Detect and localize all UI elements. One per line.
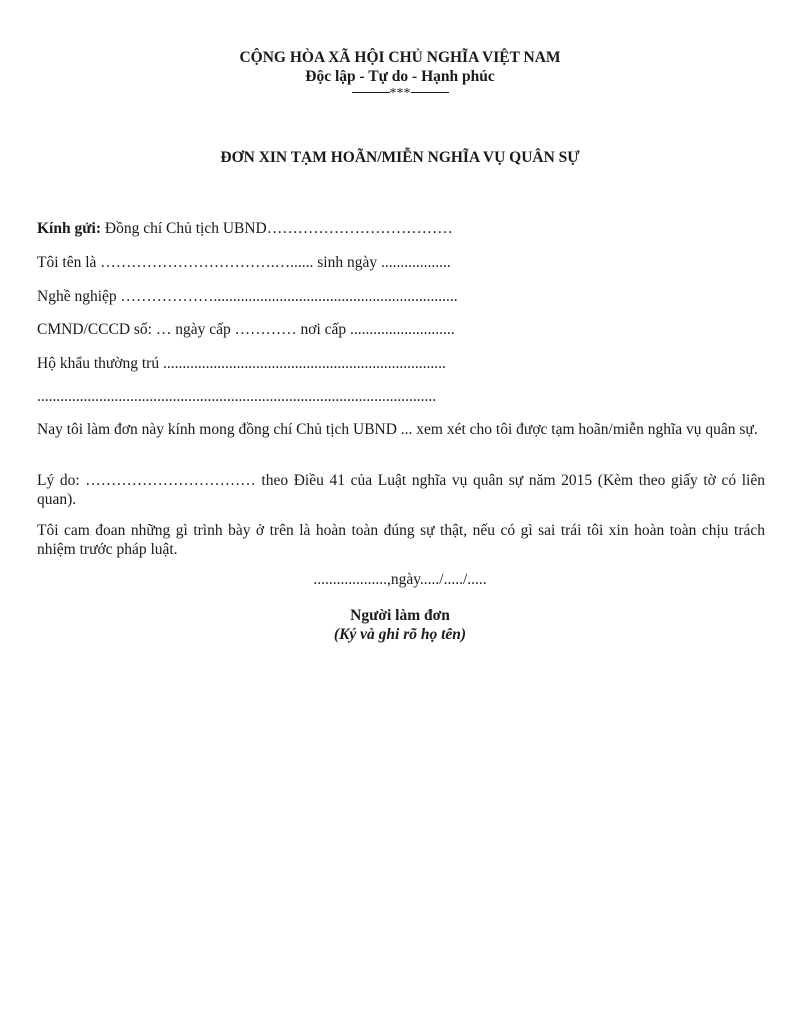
divider-rule-right [411, 92, 449, 93]
occupation-field: Nghề nghiệp ………………............................................................... [37, 288, 458, 305]
nation-name: CỘNG HÒA XÃ HỘI CHỦ NGHĨA VIỆT NAM [239, 49, 561, 66]
header-divider [0, 87, 800, 101]
recipient-value: Đồng chí Chủ tịch UBND……………………………… [101, 220, 453, 237]
recipient-label: Kính gửi: [37, 220, 101, 237]
divider-rule-left [352, 92, 390, 93]
national-header [0, 48, 800, 101]
id-card-field: CMND/CCCD số: … ngày cấp ………… nơi cấp ........................... [37, 321, 455, 338]
extra-blank-line: ....................................................................................................... [37, 388, 437, 405]
signer-title: Người làm đơn [350, 607, 450, 624]
signer-note: (Ký và ghi rõ họ tên) [333, 626, 467, 643]
residence-field: Hộ khẩu thường trú ......................................................................... [37, 355, 446, 372]
divider-mark: *** [389, 86, 411, 101]
document-title: ĐƠN XIN TẠM HOÃN/MIỄN NGHĨA VỤ QUÂN SỰ [220, 149, 580, 166]
request-paragraph: Nay tôi làm đơn này kính mong đồng chí Chủ tịch UBND ... xem xét cho tôi được tạm hoãn/miễn nghĩa vụ quân sự. [37, 421, 758, 438]
name-field: Tôi tên là …………………………….…...... sinh ngày .................. [37, 254, 451, 271]
signature-block [0, 606, 800, 644]
reason-paragraph: Lý do: …………………………… theo Điều 41 của Luật nghĩa vụ quân sự năm 2015 (Kèm theo giấy tờ có liên quan). [37, 472, 765, 508]
recipient-line [37, 219, 765, 238]
signature-date: ...................,ngày...../...../..... [313, 571, 487, 588]
commitment-paragraph: Tôi cam đoan những gì trình bày ở trên là hoàn toàn đúng sự thật, nếu có gì sai trái tôi xin hoàn toàn chịu trách nhiệm trước pháp luật. [37, 522, 765, 558]
national-motto: Độc lập - Tự do - Hạnh phúc [305, 68, 495, 85]
